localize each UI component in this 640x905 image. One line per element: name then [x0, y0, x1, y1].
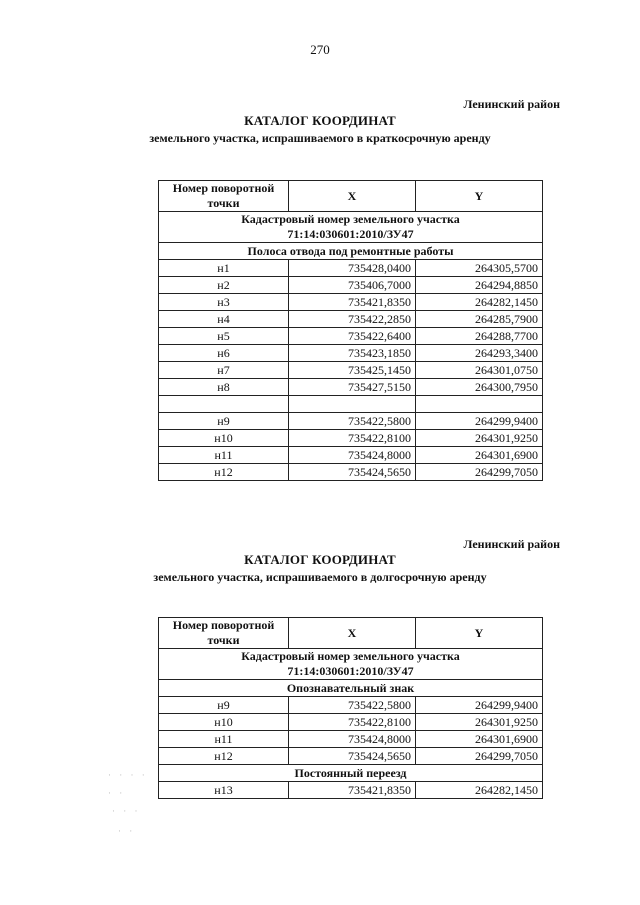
- table-row: [159, 345, 543, 362]
- catalog-title-1: КАТАЛОГ КООРДИНАТ: [244, 113, 396, 128]
- x-cell: 735421,8350: [289, 782, 416, 799]
- group-heading: Постоянный переезд: [159, 765, 543, 782]
- point-cell: н5: [159, 328, 289, 345]
- catalog-title-2: КАТАЛОГ КООРДИНАТ: [244, 552, 396, 567]
- x-cell: 735406,7000: [289, 277, 416, 294]
- point-cell: н8: [159, 379, 289, 396]
- point-cell: н11: [159, 447, 289, 464]
- cadastral-label: Кадастровый номер земельного участка: [241, 212, 460, 226]
- y-cell: 264294,8850: [416, 277, 543, 294]
- y-cell: [416, 396, 543, 413]
- point-cell: н9: [159, 697, 289, 714]
- column-header-point: Номер поворотной точки: [159, 618, 289, 649]
- x-cell: 735427,5150: [289, 379, 416, 396]
- rows-group: [159, 697, 543, 765]
- group-heading: Полоса отвода под ремонтные работы: [159, 243, 543, 260]
- point-cell: н2: [159, 277, 289, 294]
- x-cell: [289, 396, 416, 413]
- x-cell: 735424,8000: [289, 731, 416, 748]
- x-cell: 735421,8350: [289, 294, 416, 311]
- scan-speck: · ·: [118, 826, 136, 836]
- cadastral-number: 71:14:030601:2010/ЗУ47: [287, 664, 414, 678]
- x-cell: 735422,8100: [289, 714, 416, 731]
- y-cell: 264299,7050: [416, 464, 543, 481]
- column-header-point: Номер поворотной точки: [159, 181, 289, 212]
- x-cell: 735422,8100: [289, 430, 416, 447]
- y-cell: 264299,7050: [416, 748, 543, 765]
- cadastral-cell: [159, 212, 543, 243]
- table-row: [159, 362, 543, 379]
- table-row: [159, 731, 543, 748]
- table-row: [159, 782, 543, 799]
- table-row: [159, 311, 543, 328]
- y-cell: 264299,9400: [416, 413, 543, 430]
- x-cell: 735424,8000: [289, 447, 416, 464]
- y-cell: 264293,3400: [416, 345, 543, 362]
- page-number: 270: [310, 42, 330, 57]
- y-cell: 264301,0750: [416, 362, 543, 379]
- y-cell: 264282,1450: [416, 782, 543, 799]
- point-cell: н1: [159, 260, 289, 277]
- x-cell: 735425,1450: [289, 362, 416, 379]
- point-cell: н6: [159, 345, 289, 362]
- column-header-x: X: [289, 618, 416, 649]
- y-cell: 264282,1450: [416, 294, 543, 311]
- scan-speck: · · ·: [112, 806, 141, 816]
- table-row: [159, 294, 543, 311]
- district-label-2: Ленинский район: [463, 537, 560, 551]
- table-row: [159, 748, 543, 765]
- y-cell: 264299,9400: [416, 697, 543, 714]
- x-cell: 735422,6400: [289, 328, 416, 345]
- y-cell: 264285,7900: [416, 311, 543, 328]
- coordinates-table-2: [158, 617, 543, 799]
- table-row: [159, 396, 543, 413]
- x-cell: 735424,5650: [289, 748, 416, 765]
- table-row: [159, 464, 543, 481]
- column-header-y: Y: [416, 181, 543, 212]
- point-cell: н12: [159, 748, 289, 765]
- y-cell: 264305,5700: [416, 260, 543, 277]
- x-cell: 735423,1850: [289, 345, 416, 362]
- table-row: [159, 447, 543, 464]
- column-header-y: Y: [416, 618, 543, 649]
- y-cell: 264301,6900: [416, 731, 543, 748]
- cadastral-cell: [159, 649, 543, 680]
- table-row: [159, 379, 543, 396]
- point-cell: н10: [159, 430, 289, 447]
- group-heading: Опознавательный знак: [159, 680, 543, 697]
- point-cell: н13: [159, 782, 289, 799]
- table-row: [159, 328, 543, 345]
- point-cell: н10: [159, 714, 289, 731]
- cadastral-number: 71:14:030601:2010/ЗУ47: [287, 227, 414, 241]
- y-cell: 264301,9250: [416, 430, 543, 447]
- x-cell: 735422,5800: [289, 413, 416, 430]
- point-cell: н11: [159, 731, 289, 748]
- x-cell: 735422,2850: [289, 311, 416, 328]
- district-label-1: Ленинский район: [463, 97, 560, 111]
- y-cell: 264301,9250: [416, 714, 543, 731]
- point-cell: н3: [159, 294, 289, 311]
- x-cell: 735424,5650: [289, 464, 416, 481]
- table-row: [159, 413, 543, 430]
- table-row: [159, 697, 543, 714]
- point-cell: н7: [159, 362, 289, 379]
- coordinates-table-1: [158, 180, 543, 481]
- y-cell: 264301,6900: [416, 447, 543, 464]
- cadastral-label: Кадастровый номер земельного участка: [241, 649, 460, 663]
- point-cell: н4: [159, 311, 289, 328]
- catalog-subtitle-1: земельного участка, испрашиваемого в краткосрочную аренду: [149, 131, 491, 145]
- scan-speck: · · · ·: [108, 770, 148, 780]
- table-row: [159, 277, 543, 294]
- point-cell: н12: [159, 464, 289, 481]
- table-row: [159, 714, 543, 731]
- rows-group: [159, 260, 543, 481]
- catalog-subtitle-2: земельного участка, испрашиваемого в долгосрочную аренду: [153, 570, 487, 584]
- x-cell: 735422,5800: [289, 697, 416, 714]
- x-cell: 735428,0400: [289, 260, 416, 277]
- column-header-x: X: [289, 181, 416, 212]
- table-row: [159, 260, 543, 277]
- y-cell: 264288,7700: [416, 328, 543, 345]
- scan-speck: · ·: [108, 788, 126, 798]
- y-cell: 264300,7950: [416, 379, 543, 396]
- point-cell: [159, 396, 289, 413]
- rows-group: [159, 782, 543, 799]
- point-cell: н9: [159, 413, 289, 430]
- table-row: [159, 430, 543, 447]
